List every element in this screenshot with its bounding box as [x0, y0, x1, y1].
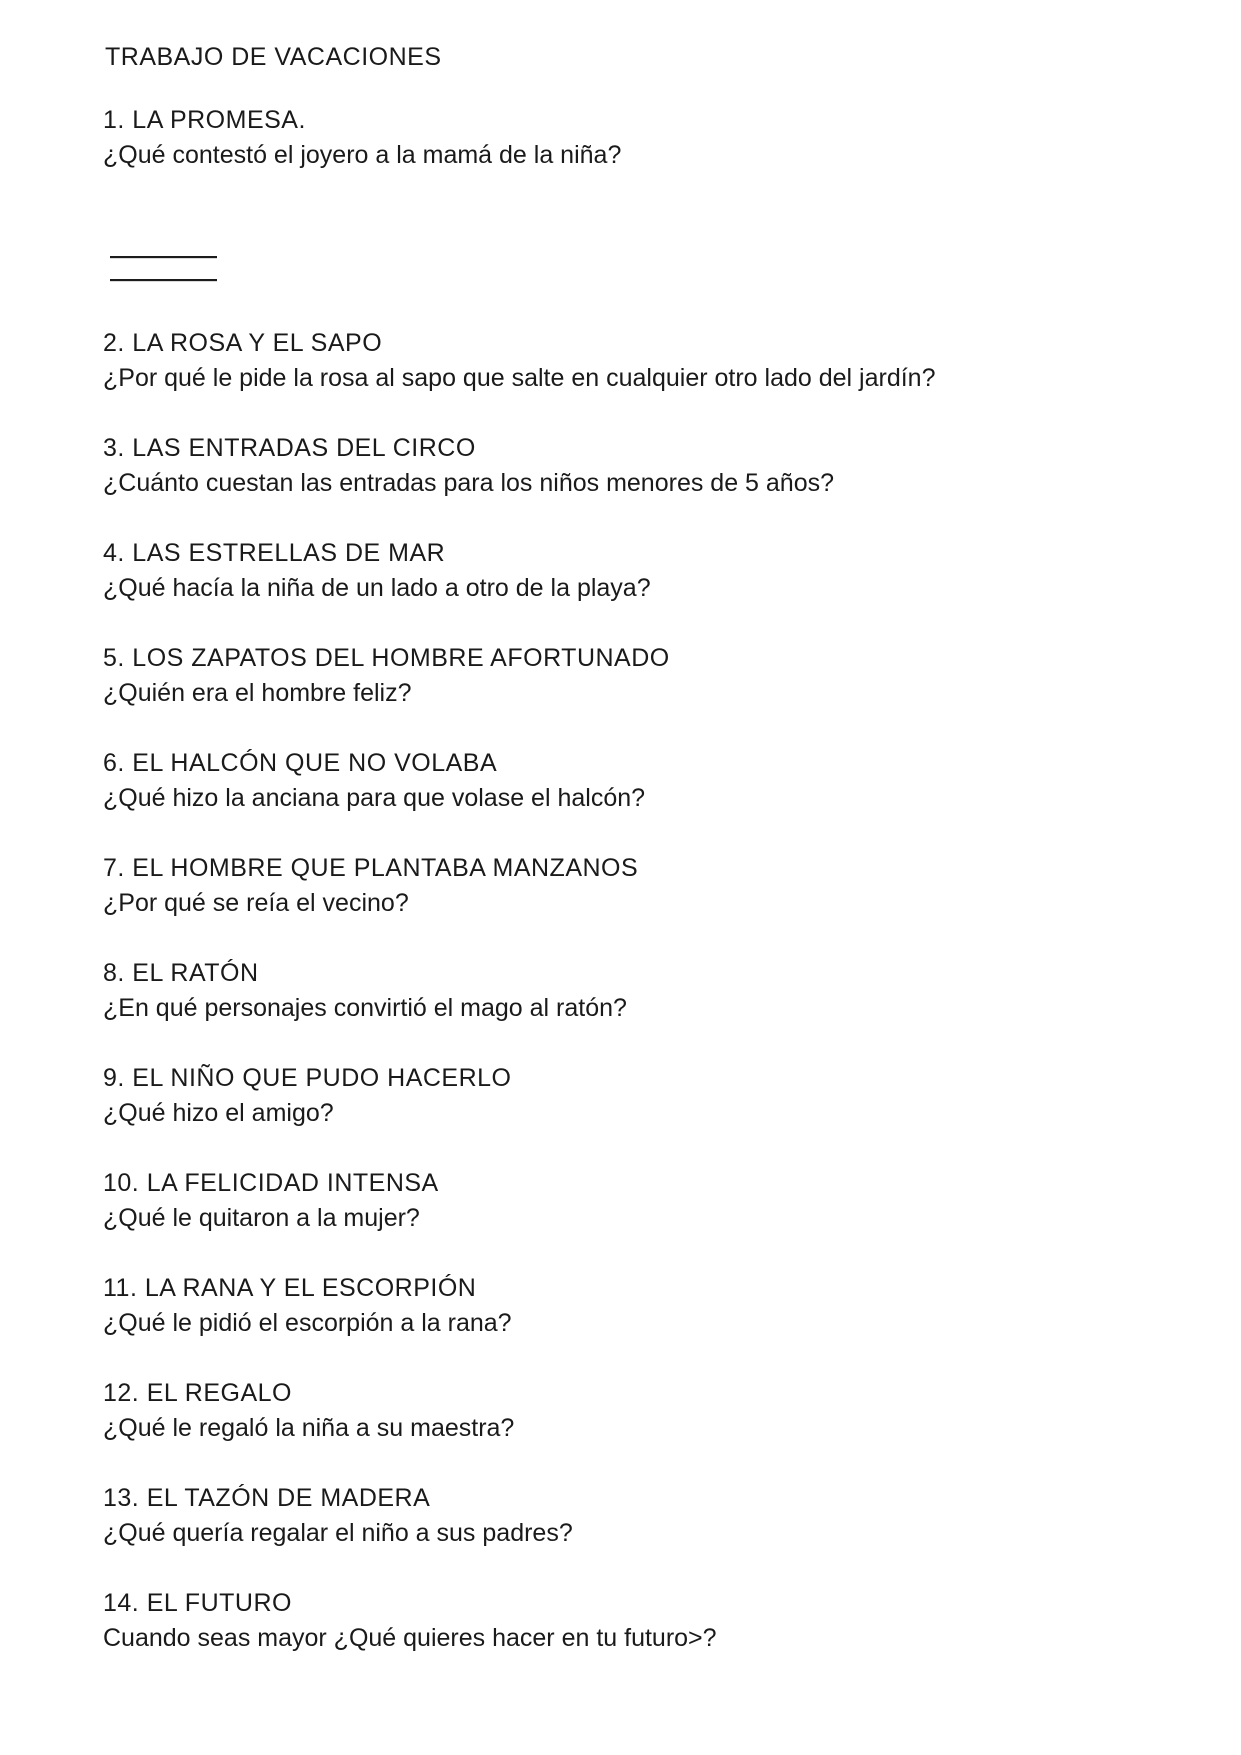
answer-line [110, 256, 217, 258]
section-question: Cuando seas mayor ¿Qué quieres hacer en tu futuro>? [103, 1624, 717, 1652]
section-heading: 7. EL HOMBRE QUE PLANTABA MANZANOS [103, 854, 639, 882]
section-question: ¿Qué hizo la anciana para que volase el halcón? [103, 784, 646, 812]
section-heading: 2. LA ROSA Y EL SAPO [103, 329, 383, 357]
document-title: TRABAJO DE VACACIONES [105, 43, 442, 71]
worksheet-section-6 [103, 746, 1181, 816]
worksheet-section-14 [103, 1586, 1181, 1656]
worksheet-section-9 [103, 1061, 1181, 1131]
worksheet-section-7 [103, 851, 1181, 921]
worksheet-section-4 [103, 536, 1181, 606]
worksheet-section-5 [103, 641, 1181, 711]
worksheet-section-3 [103, 431, 1181, 501]
section-question: ¿Qué le pidió el escorpión a la rana? [103, 1309, 512, 1337]
section-question: ¿Qué contestó el joyero a la mamá de la niña? [103, 141, 622, 169]
section-heading: 4. LAS ESTRELLAS DE MAR [103, 539, 446, 567]
section-heading: 8. EL RATÓN [103, 959, 259, 987]
answer-line [110, 279, 217, 281]
section-question: ¿Qué hacía la niña de un lado a otro de la playa? [103, 574, 651, 602]
section-heading: 10. LA FELICIDAD INTENSA [103, 1169, 439, 1197]
section-heading: 13. EL TAZÓN DE MADERA [103, 1484, 431, 1512]
section-heading: 1. LA PROMESA. [103, 106, 306, 134]
worksheet-section-1 [103, 103, 1181, 291]
section-heading: 9. EL NIÑO QUE PUDO HACERLO [103, 1064, 512, 1092]
section-question: ¿Cuánto cuestan las entradas para los niños menores de 5 años? [103, 469, 835, 497]
worksheet-section-11 [103, 1271, 1181, 1341]
section-heading: 3. LAS ENTRADAS DEL CIRCO [103, 434, 476, 462]
section-question: ¿Qué quería regalar el niño a sus padres? [103, 1519, 573, 1547]
worksheet-section-13 [103, 1481, 1181, 1551]
worksheet-section-12 [103, 1376, 1181, 1446]
answer-lines [110, 256, 1181, 291]
section-question: ¿Qué le regaló la niña a su maestra? [103, 1414, 515, 1442]
section-question: ¿Qué hizo el amigo? [103, 1099, 334, 1127]
section-question: ¿Quién era el hombre feliz? [103, 679, 412, 707]
section-heading: 5. LOS ZAPATOS DEL HOMBRE AFORTUNADO [103, 644, 670, 672]
worksheet-section-8 [103, 956, 1181, 1026]
section-heading: 11. LA RANA Y EL ESCORPIÓN [103, 1274, 477, 1302]
section-question: ¿En qué personajes convirtió el mago al ratón? [103, 994, 627, 1022]
worksheet-section-10 [103, 1166, 1181, 1236]
section-question: ¿Por qué se reía el vecino? [103, 889, 409, 917]
section-heading: 6. EL HALCÓN QUE NO VOLABA [103, 749, 498, 777]
section-heading: 14. EL FUTURO [103, 1589, 292, 1617]
section-heading: 12. EL REGALO [103, 1379, 292, 1407]
section-question: ¿Qué le quitaron a la mujer? [103, 1204, 420, 1232]
worksheet-section-2 [103, 326, 1181, 396]
section-question: ¿Por qué le pide la rosa al sapo que salte en cualquier otro lado del jardín? [103, 364, 936, 392]
